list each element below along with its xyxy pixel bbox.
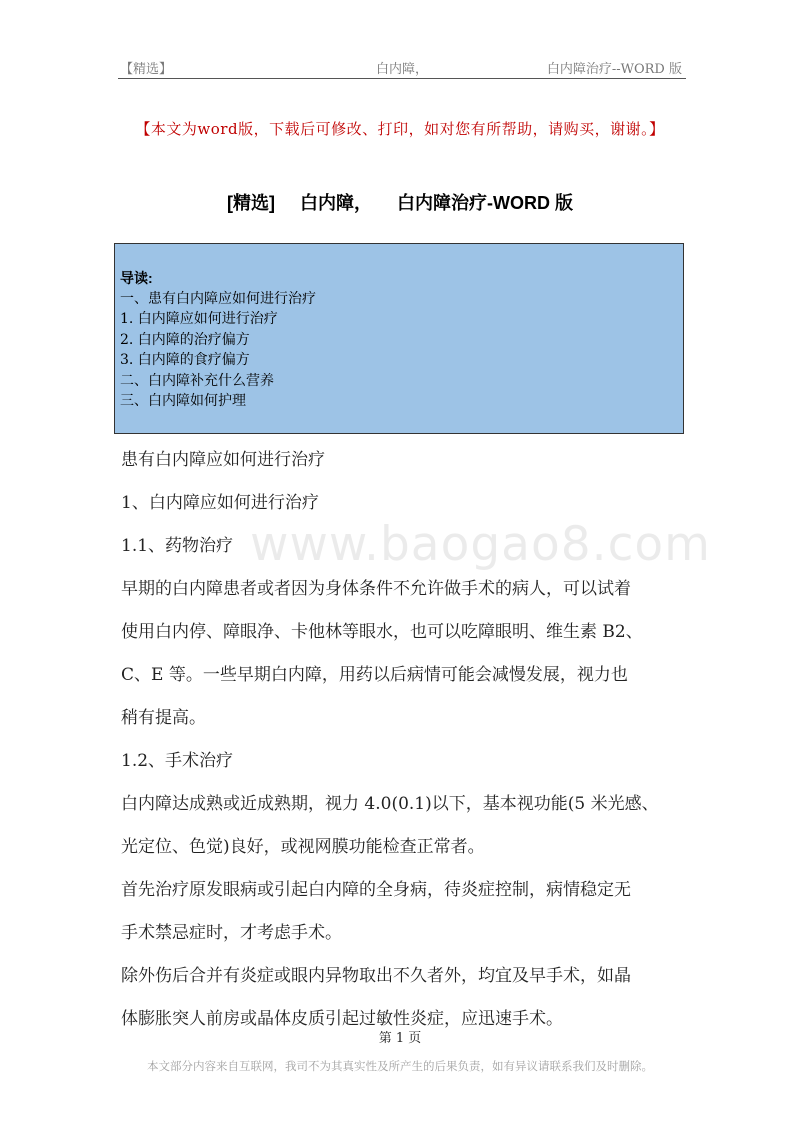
guide-heading: 导读: [120,270,153,286]
subsection-heading: 1、白内障应如何进行治疗 [121,493,319,513]
document-body [121,439,689,1041]
section-heading: 患有白内障应如何进行治疗 [121,450,325,470]
paragraph-line: 体膨胀突人前房或晶体皮质引起过敏性炎症，应迅速手术。 [121,1009,563,1029]
title-part-3: 白内障治疗-WORD 版 [397,193,573,213]
page-header [118,58,686,79]
guide-item: 一、患有白内障应如何进行治疗 [120,290,316,307]
purchase-notice: 【本文为word版，下载后可修改、打印，如对您有所帮助，请购买，谢谢。】 [135,120,665,138]
page-footer-disclaimer: 本文部分内容来自互联网，我司不为其真实性及所产生的后果负责，如有异议请联系我们及时删除。 [147,1059,653,1073]
guide-item: 三、白内障如何护理 [120,393,246,409]
guide-item: 2. 白内障的治疗偏方 [120,331,250,348]
document-title [0,189,800,215]
paragraph-line: 稍有提高。 [121,708,206,728]
guide-item: 3. 白内障的食疗偏方 [120,352,250,368]
title-part-2: 白内障， [300,193,372,213]
subsection-heading: 1.1、药物治疗 [121,536,234,556]
watermark: www.baogao8.com [250,517,711,572]
guide-box [114,243,684,434]
guide-item: 1. 白内障应如何进行治疗 [120,311,278,327]
guide-item: 二、白内障补充什么营养 [120,372,274,389]
paragraph-line: 白内障达成熟或近成熟期，视力 4.0(0.1)以下，基本视功能(5 米光感、 [121,794,659,814]
paragraph-line: 使用白内停、障眼净、卡他林等眼水，也可以吃障眼明、维生素 B2、 [121,622,643,642]
title-part-1: [精选] [226,193,275,213]
paragraph-line: 除外伤后合并有炎症或眼内异物取出不久者外，均宜及早手术，如晶 [121,966,631,986]
paragraph-line: 光定位、色觉)良好，或视网膜功能检查正常者。 [121,837,485,857]
page-number: 第 1 页 [378,1031,422,1046]
header-center: 白内障， [376,62,429,77]
paragraph-line: C、E 等。一些早期白内障，用药以后病情可能会减慢发展，视力也 [121,665,628,685]
subsection-heading: 1.2、手术治疗 [121,751,234,771]
paragraph-line: 首先治疗原发眼病或引起白内障的全身病，待炎症控制，病情稳定无 [121,880,631,900]
header-left: 【精选】 [120,62,173,77]
paragraph-line: 早期的白内障患者或者因为身体条件不允许做手术的病人，可以试着 [121,579,631,599]
header-right: 白内障治疗--WORD 版 [546,62,682,77]
paragraph-line: 手术禁忌症时，才考虑手术。 [121,923,342,943]
